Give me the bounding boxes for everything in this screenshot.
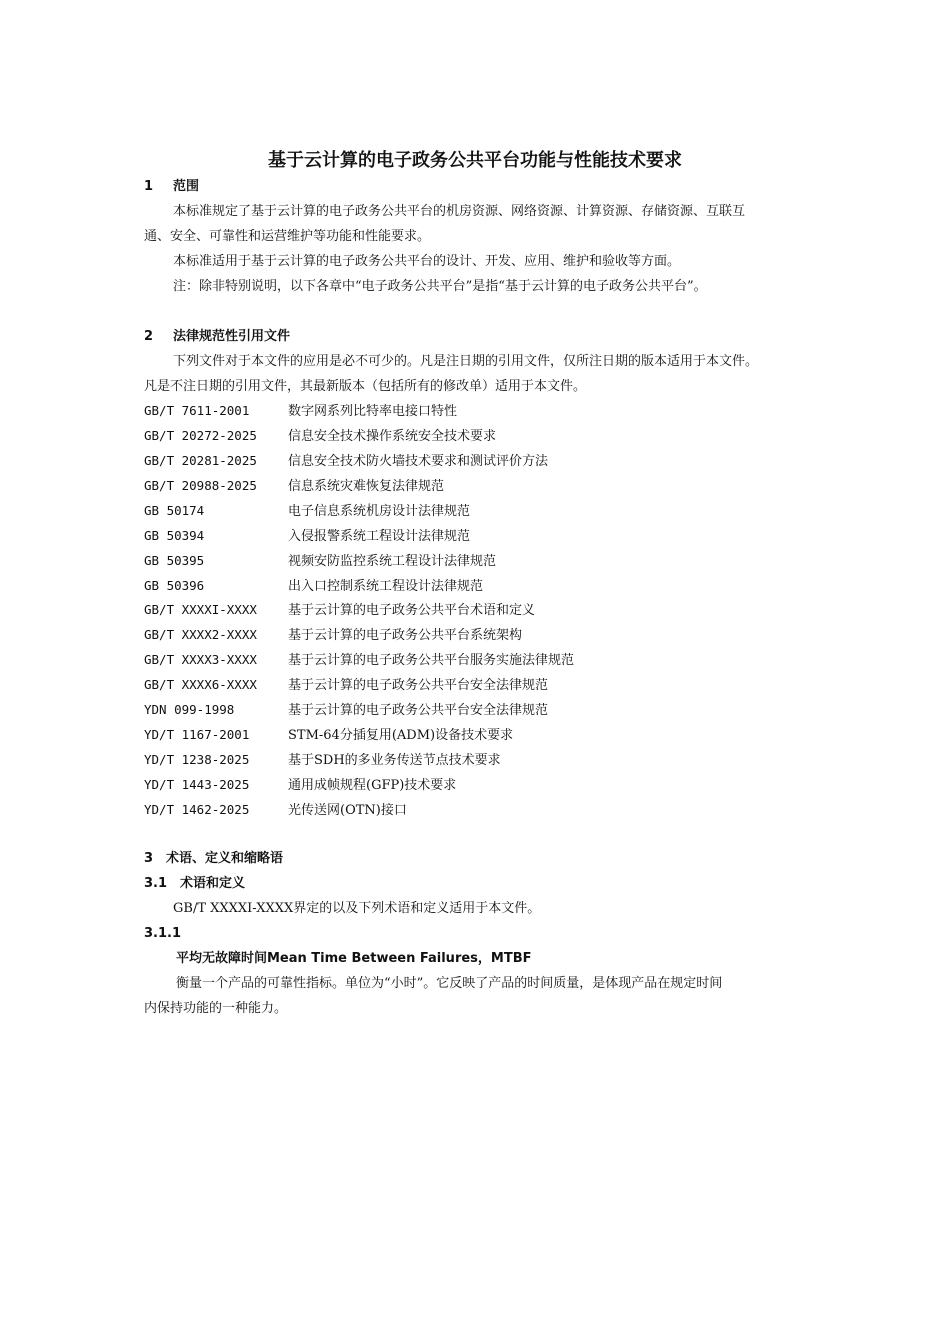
reference-name: 基于云计算的电子政务公共平台术语和定义 xyxy=(288,603,536,618)
reference-item xyxy=(144,650,574,671)
reference-item xyxy=(144,750,501,771)
section-3-heading xyxy=(144,849,283,869)
reference-item xyxy=(144,426,496,447)
section-1-number: 1 xyxy=(144,179,154,194)
scope-applicability: 本标准适用于基于云计算的电子政务公共平台的设计、开发、应用、维护和验收等方面。 xyxy=(173,254,681,269)
reference-item xyxy=(144,700,548,721)
term-title: 平均无故障时间Mean Time Between Failures，MTBF xyxy=(176,951,532,966)
reference-name: STM-64分插复用(ADM)设备技术要求 xyxy=(288,728,514,743)
reference-code: GB 50395 xyxy=(144,553,205,568)
section-2-title: 法律规范性引用文件 xyxy=(173,329,291,344)
reference-name: 光传送网(OTN)接口 xyxy=(288,803,407,818)
section-1-title: 范围 xyxy=(173,179,200,194)
reference-name: 入侵报警系统工程设计法律规范 xyxy=(288,529,471,544)
section-3-title: 术语、定义和缩略语 xyxy=(166,851,284,866)
document-title: 基于云计算的电子政务公共平台功能与性能技术要求 xyxy=(268,150,682,171)
reference-name: 基于云计算的电子政务公共平台安全法律规范 xyxy=(288,703,549,718)
reference-code: YD/T 1443-2025 xyxy=(144,777,250,792)
reference-code: YD/T 1167-2001 xyxy=(144,727,250,742)
reference-item xyxy=(144,476,444,497)
reference-code: GB 50174 xyxy=(144,503,205,518)
reference-item xyxy=(144,600,535,621)
section-3-number: 3 xyxy=(144,851,154,866)
reference-code: GB/T 20281-2025 xyxy=(144,453,257,468)
section-3-1-heading xyxy=(144,874,245,894)
reference-item xyxy=(144,551,496,572)
reference-code: GB/T XXXX6-XXXX xyxy=(144,677,257,692)
reference-name: 通用成帧规程(GFP)技术要求 xyxy=(288,778,457,793)
term-definition-line-2: 内保持功能的一种能力。 xyxy=(144,1001,288,1016)
reference-item xyxy=(144,526,470,547)
section-2-number: 2 xyxy=(144,329,154,344)
reference-item xyxy=(144,675,548,696)
section-2-heading xyxy=(144,327,290,347)
reference-item xyxy=(144,725,513,746)
reference-code: GB/T XXXX2-XXXX xyxy=(144,627,257,642)
reference-item xyxy=(144,775,456,796)
section-3-1-title: 术语和定义 xyxy=(180,876,246,891)
reference-item xyxy=(144,401,457,422)
reference-name: 数字网系列比特率电接口特性 xyxy=(288,404,458,419)
reference-item xyxy=(144,451,548,472)
reference-code: GB 50394 xyxy=(144,528,205,543)
reference-item xyxy=(144,501,470,522)
reference-name: 信息安全技术操作系统安全技术要求 xyxy=(288,429,497,444)
reference-code: GB/T 7611-2001 xyxy=(144,403,250,418)
reference-code: YDN 099-1998 xyxy=(144,702,235,717)
reference-name: 基于云计算的电子政务公共平台服务实施法律规范 xyxy=(288,653,575,668)
section-3-1-1-number: 3.1.1 xyxy=(144,926,182,941)
term-definition-line-1: 衡量一个产品的可靠性指标。单位为“小时”。它反映了产品的时间质量，是体现产品在规定时间 xyxy=(176,976,723,991)
scope-paragraph-line-2: 通、安全、可靠性和运营维护等功能和性能要求。 xyxy=(144,229,431,244)
reference-code: GB/T XXXX3-XXXX xyxy=(144,652,257,667)
reference-name: 基于云计算的电子政务公共平台安全法律规范 xyxy=(288,678,549,693)
reference-item xyxy=(144,625,522,646)
references-intro-line-1: 下列文件对于本文件的应用是必不可少的。凡是注日期的引用文件，仅所注日期的版本适用于本文件。 xyxy=(173,354,759,369)
reference-name: 视频安防监控系统工程设计法律规范 xyxy=(288,554,497,569)
reference-code: GB/T XXXXI-XXXX xyxy=(144,602,257,617)
section-3-1-number: 3.1 xyxy=(144,876,168,891)
reference-code: YD/T 1238-2025 xyxy=(144,752,250,767)
reference-item xyxy=(144,576,483,597)
scope-note: 注：除非特别说明，以下各章中“电子政务公共平台”是指“基于云计算的电子政务公共平台”。 xyxy=(173,279,707,294)
reference-code: GB/T 20272-2025 xyxy=(144,428,257,443)
reference-item xyxy=(144,800,407,821)
reference-name: 基于云计算的电子政务公共平台系统架构 xyxy=(288,628,523,643)
reference-name: 电子信息系统机房设计法律规范 xyxy=(288,504,471,519)
reference-name: 出入口控制系统工程设计法律规范 xyxy=(288,579,484,594)
reference-name: 信息安全技术防火墙技术要求和测试评价方法 xyxy=(288,454,549,469)
references-intro-line-2: 凡是不注日期的引用文件，其最新版本（包括所有的修改单）适用于本文件。 xyxy=(144,379,587,394)
reference-name: 基于SDH的多业务传送节点技术要求 xyxy=(288,753,501,768)
reference-name: 信息系统灾难恢复法律规范 xyxy=(288,479,445,494)
reference-code: GB 50396 xyxy=(144,578,205,593)
terms-applicability: GB/T XXXXI-XXXX界定的以及下列术语和定义适用于本文件。 xyxy=(173,901,541,916)
reference-code: GB/T 20988-2025 xyxy=(144,478,257,493)
section-1-heading xyxy=(144,177,199,197)
reference-code: YD/T 1462-2025 xyxy=(144,802,250,817)
scope-paragraph-line-1: 本标准规定了基于云计算的电子政务公共平台的机房资源、网络资源、计算资源、存储资源、互联互 xyxy=(173,204,746,219)
